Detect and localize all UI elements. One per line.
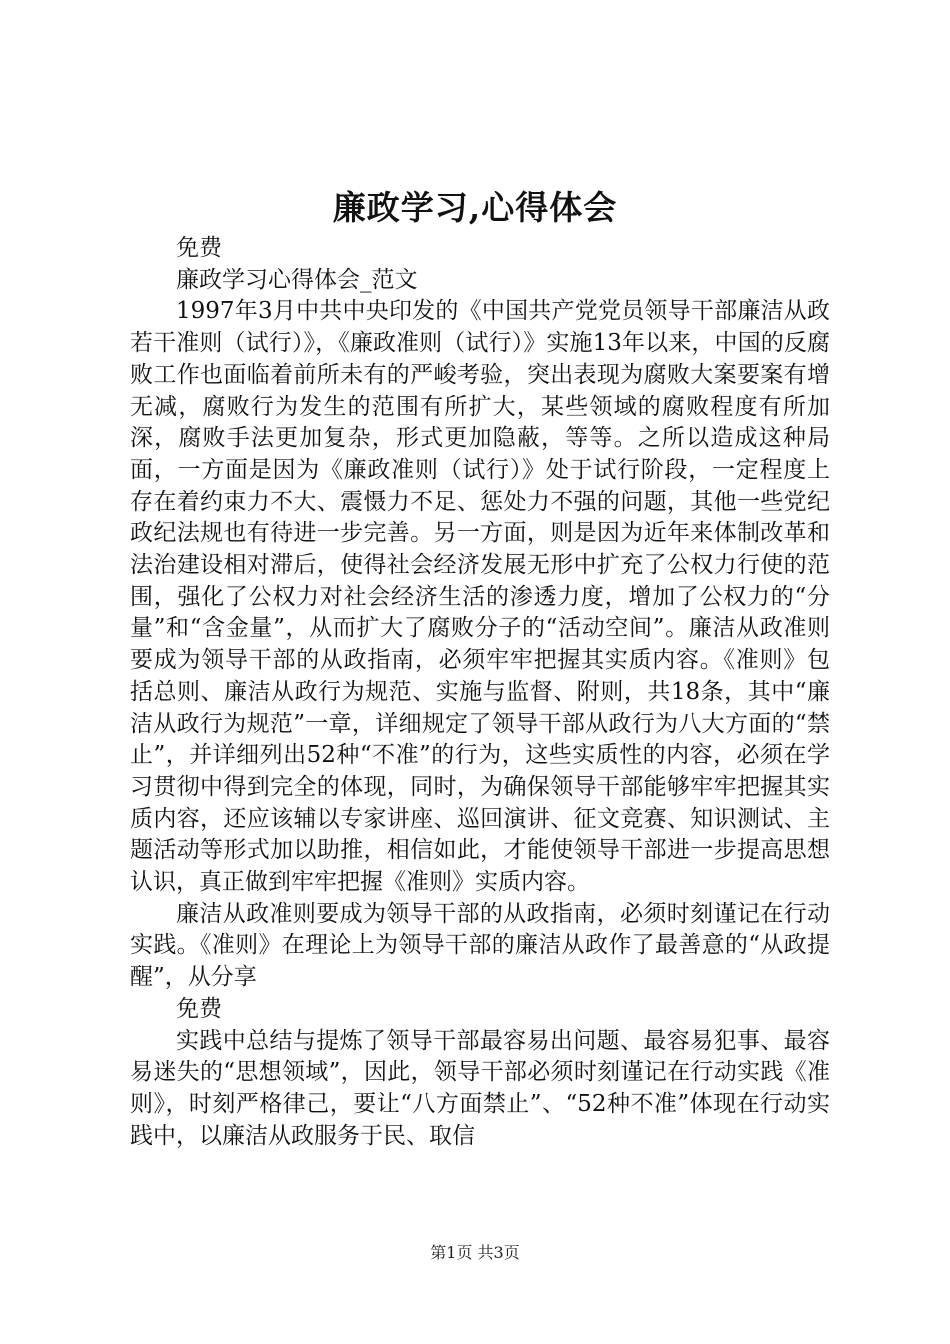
paragraph-main: 1997年3月中共中央印发的《中国共产党党员领导干部廉洁从政若干准则（试行）》，《廉政准则（试行）》实施13年以来，中国的反腐败工作也面临着前所未有的严峻考验，突出表现为腐败大案要案有增无减，腐败行为发生的范围有所扩大，某些领域的腐败程度有所加深，腐败手法更加复杂，形式更加隐蔽，等等。之所以造成这种局面，一方面是因为《廉政准则（试行）》处于试行阶段，一定程度上存在着约束力不大、震慑力不足、惩处力不强的问题，其他一些党纪政纪法规也有待进一步完善。另一方面，则是因为近年来体制改革和法治建设相对滞后，使得社会经济发展无形中扩充了公权力行使的范围，强化了公权力对社会经济生活的渗透力度，增加了公权力的“分量”和“含金量”，从而扩大了腐败分子的“活动空间”。廉洁从政准则要成为领导干部的从政指南，必须牢牢把握其实质内容。《准则》包括总则、廉洁从政行为规范、实施与监督、附则，共18条，其中“廉洁从政行为规范”一章，详细规定了领导干部从政行为八大方面的“禁止”，并详细列出52种“不准”的行为，这些实质性的内容，必须在学习贯彻中得到完全的体现，同时，为确保领导干部能够牢牢把握其实质内容，还应该辅以专家讲座、巡回演讲、征文竞赛、知识测试、主题活动等形式加以助推，相信如此，才能使领导干部进一步提高思想认识，真正做到牢牢把握《准则》实质内容。 xyxy=(130,298,830,896)
page-footer: 第1页 共3页 xyxy=(430,1243,520,1262)
paragraph-free-label: 免费 xyxy=(176,235,222,261)
paragraph-free-label-2: 免费 xyxy=(176,995,222,1022)
paragraph-third: 实践中总结与提炼了领导干部最容易出问题、最容易犯事、最容易迷失的“思想领域”，因此，领导干部必须时刻谨记在行动实践《准则》，时刻严格律己，要让“八方面禁止”、“52种不准”体现在行动实践中，以廉洁从政服务于民、取信 xyxy=(130,1027,830,1149)
document-title: 廉政学习,心得体会 xyxy=(332,188,618,227)
document-body xyxy=(130,233,830,1152)
paragraph-second: 廉洁从政准则要成为领导干部的从政指南，必须时刻谨记在行动实践。《准则》在理论上为领导干部的廉洁从政作了最善意的“从政提醒”，从分享 xyxy=(130,900,830,991)
paragraph-subtitle: 廉政学习心得体会_范文 xyxy=(176,266,418,293)
